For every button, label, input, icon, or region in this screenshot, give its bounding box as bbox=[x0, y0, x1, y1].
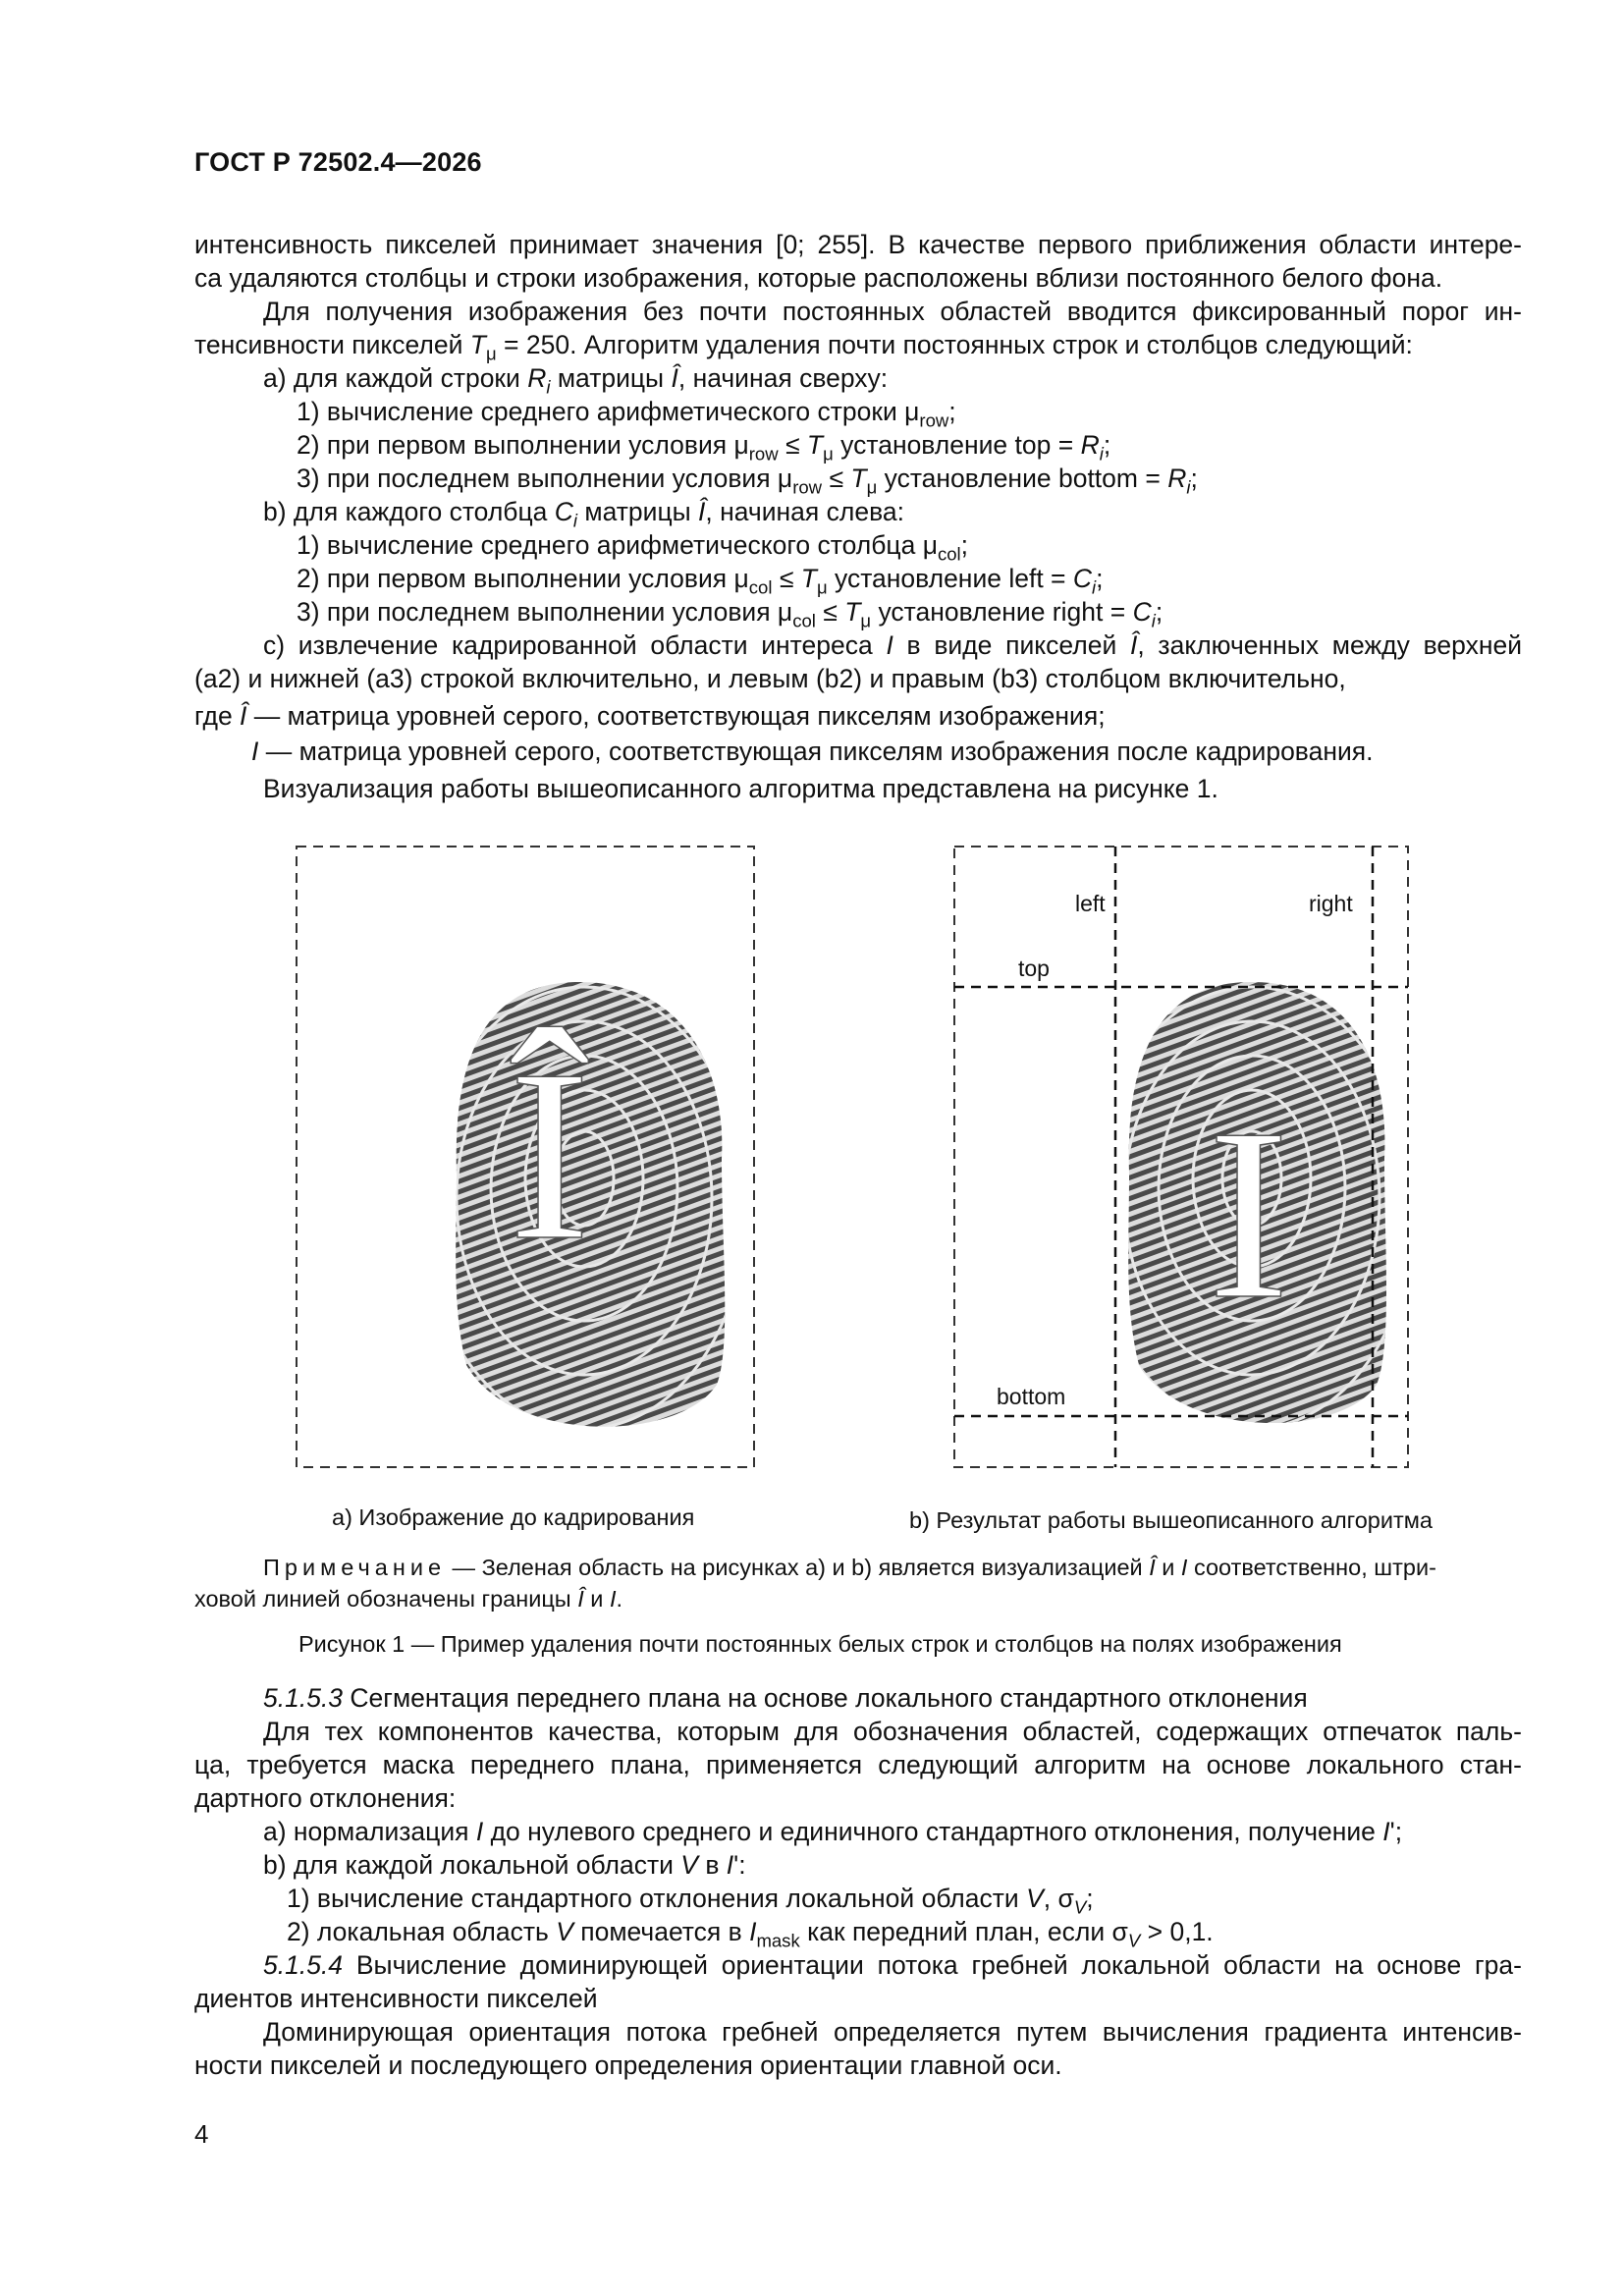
para1-line2: са удаляются столбцы и строки изображения, которые расположены вблизи постоянного белого фона. bbox=[194, 263, 1443, 293]
sec553-substep-1: 1) вычисление стандартного отклонения локальной области V, $\sigma_V$; bbox=[287, 1884, 1094, 1918]
sec553-para-line1: Для тех компонентов качества, которым для обозначения областей, содержащих отпечаток паль- bbox=[263, 1717, 1522, 1746]
figure-title: Рисунок 1 — Пример удаления почти постоянных белых строк и столбцов на полях изображения bbox=[298, 1631, 1342, 1657]
page-header: ГОСТ Р 72502.4—2026 bbox=[194, 147, 482, 177]
figure-note-line1: Примечание — Зеленая область на рисунках а) и b) является визуализацией Î и I соответственно, штри- bbox=[263, 1555, 1436, 1580]
big-i-hat-symbol: Î bbox=[509, 1019, 591, 1291]
figure-1 bbox=[285, 835, 1443, 1493]
big-i-symbol: I bbox=[1208, 1078, 1290, 1350]
sec553-step-b: b) для каждой локальной области V в I': bbox=[263, 1850, 746, 1880]
label-bottom: bottom bbox=[997, 1384, 1066, 1409]
sec554-para-line2: ности пикселей и последующего определения ориентации главной оси. bbox=[194, 2050, 1062, 2080]
caption-a: а) Изображение до кадрирования bbox=[332, 1504, 695, 1530]
visualization-sentence: Визуализация работы вышеописанного алгоритма представлена на рисунке 1. bbox=[263, 774, 1218, 803]
sec553-para-line3: дартного отклонения: bbox=[194, 1783, 457, 1813]
panel-a bbox=[297, 847, 754, 1467]
step-a3: 3) при последнем выполнении условия $\mu_{row} \le T_\mu$ установление bottom = $R_i$; bbox=[297, 464, 1198, 498]
step-b-heading: b) для каждого столбца $C_i$ матрицы Î, начиная слева: bbox=[263, 497, 904, 531]
section-5-1-5-4-heading-line2: диентов интенсивности пикселей bbox=[194, 1984, 598, 2013]
page-number: 4 bbox=[194, 2119, 209, 2149]
section-5-1-5-4-heading: 5.1.5.4 Вычисление доминирующей ориентации потока гребней локальной области на основе гра- bbox=[263, 1950, 1522, 1980]
step-a1: 1) вычисление среднего арифметического строки $\mu_{row}$; bbox=[297, 397, 956, 431]
label-right: right bbox=[1309, 891, 1353, 916]
step-b3: 3) при последнем выполнении условия $\mu_{col} \le T_\mu$ установление right = $C_i$; bbox=[297, 597, 1163, 631]
step-a-heading: а) для каждой строки $R_i$ матрицы Î, начиная сверху: bbox=[263, 363, 889, 398]
para2-line1: Для получения изображения без почти постоянных областей вводится фиксированный порог ин- bbox=[263, 297, 1522, 326]
section-5-1-5-3-heading: 5.1.5.3 Сегментация переднего плана на основе локального стандартного отклонения bbox=[263, 1683, 1308, 1713]
sec554-para-line1: Доминирующая ориентация потока гребней определяется путем вычисления градиента интенсив- bbox=[263, 2017, 1522, 2047]
figure-note-line2: ховой линией обозначены границы Î и I. bbox=[194, 1586, 622, 1612]
where-line2: I — матрица уровней серого, соответствующая пикселям изображения после кадрирования. bbox=[251, 737, 1374, 766]
para1-line1: интенсивность пикселей принимает значения [0; 255]. В качестве первого приближения области интере- bbox=[194, 230, 1522, 259]
sec553-para-line2: ца, требуется маска переднего плана, применяется следующий алгоритм на основе локального стан- bbox=[194, 1750, 1522, 1779]
label-left: left bbox=[1075, 891, 1106, 916]
step-c-line1: с) извлечение кадрированной области интереса I в виде пикселей Î, заключенных между верхней bbox=[263, 630, 1522, 660]
para2-line2: тенсивности пикселей $T_\mu = 250$. Алгоритм удаления почти постоянных строк и столбцов следующий: bbox=[194, 330, 1413, 364]
label-top: top bbox=[1018, 956, 1050, 981]
where-line1: где Î — матрица уровней серого, соответствующая пикселям изображения; bbox=[194, 701, 1106, 731]
sec553-step-a: а) нормализация I до нулевого среднего и единичного стандартного отклонения, получение I'; bbox=[263, 1817, 1403, 1846]
panel-b bbox=[954, 847, 1414, 1467]
caption-b: b) Результат работы вышеописанного алгоритма bbox=[909, 1507, 1433, 1533]
step-b2: 2) при первом выполнении условия $\mu_{col} \le T_\mu$ установление left = $C_i$; bbox=[297, 564, 1104, 598]
step-a2: 2) при первом выполнении условия $\mu_{row} \le T_\mu$ установление top = $R_i$; bbox=[297, 430, 1111, 465]
sec553-substep-2: 2) локальная область V помечается в $I_{mask}$ как передний план, если $\sigma_V > 0,1$. bbox=[287, 1917, 1214, 1951]
step-b1: 1) вычисление среднего арифметического столбца $\mu_{col}$; bbox=[297, 530, 969, 565]
step-c-line2: (a2) и нижней (a3) строкой включительно, и левым (b2) и правым (b3) столбцом включительно, bbox=[194, 664, 1346, 693]
